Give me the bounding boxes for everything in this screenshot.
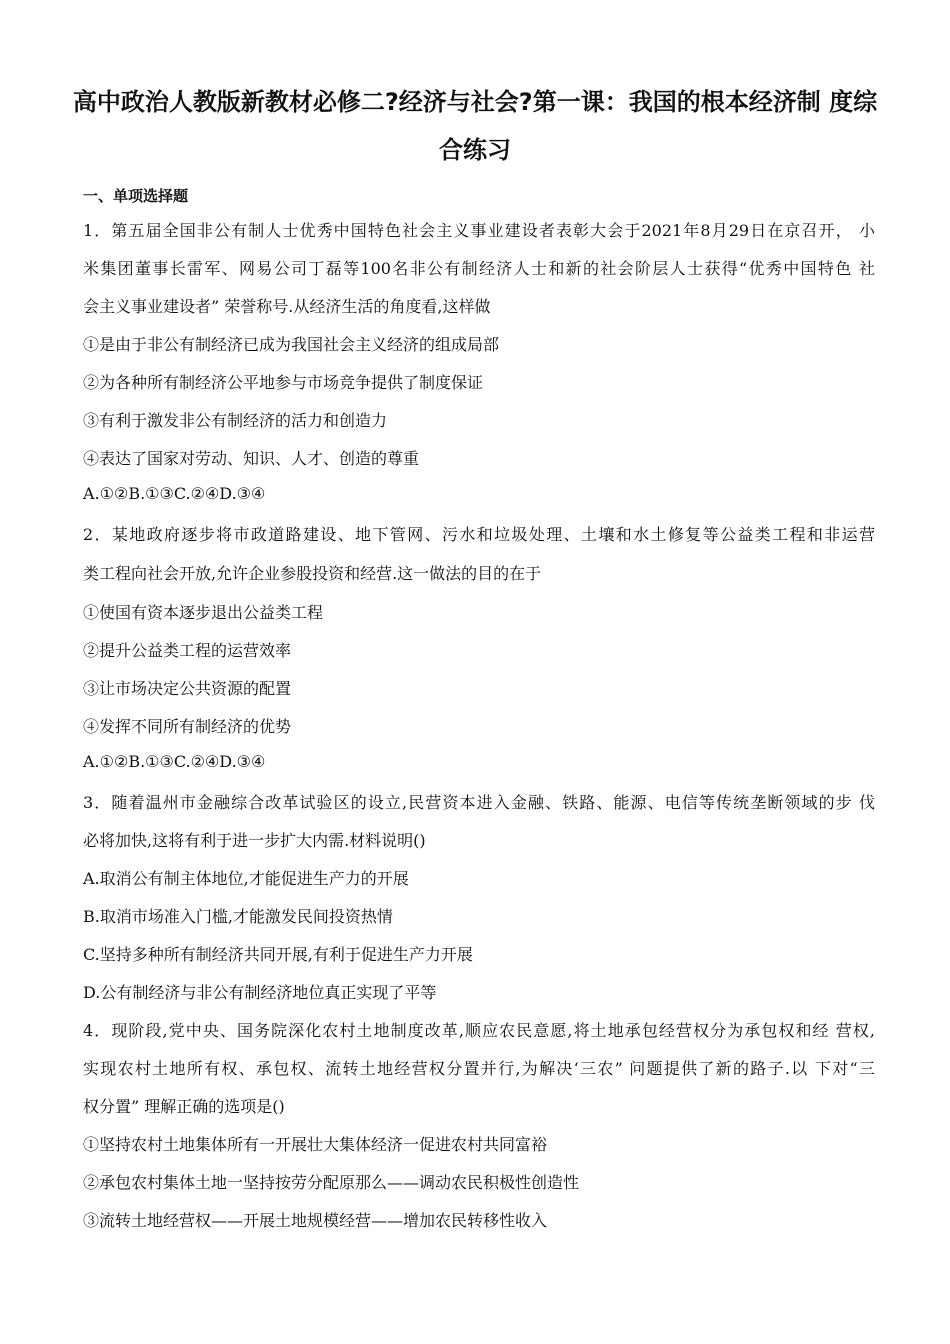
section-heading: 一、单项选择题 bbox=[83, 187, 189, 205]
question-2-item-3: ③让市场决定公共资源的配置 bbox=[83, 679, 292, 698]
question-3-option-c: C.坚持多种所有制经济共同开展,有利于促进生产力开展 bbox=[83, 945, 473, 964]
question-1-item-1: ①是由于非公有制经济已成为我国社会主义经济的组成局部 bbox=[83, 335, 500, 354]
question-4-stem-line-3: 权分置” 理解正确的选项是() bbox=[83, 1097, 285, 1116]
question-3-option-b: B.取消市场准入门槛,才能激发民间投资热情 bbox=[83, 907, 393, 926]
question-2-item-2: ②提升公益类工程的运营效率 bbox=[83, 641, 292, 660]
question-2-stem-line-1: 2．某地政府逐步将市政道路建设、地下管网、污水和垃圾处理、土壤和水土修复等公益类工程和非运营 bbox=[83, 525, 875, 544]
question-4-stem-line-2: 实现农村土地所有权、承包权、流转土地经营权分置并行,为解决‘三农” 问题提供了新的路子.以 下对“三 bbox=[83, 1059, 875, 1078]
question-1-stem-line-3: 会主义事业建设者” 荣誉称号.从经济生活的角度看,这样做 bbox=[83, 297, 491, 316]
document-title-line-2: 合练习 bbox=[439, 136, 511, 164]
question-2-item-1: ①使国有资本逐步退出公益类工程 bbox=[83, 603, 324, 622]
question-4-stem-line-1: 4．现阶段,党中央、国务院深化农村土地制度改革,顺应农民意愿,将土地承包经营权分为承包权和经 营权, bbox=[83, 1021, 875, 1040]
question-3-stem-line-2: 必将加快,这将有利于进一步扩大内需.材料说明() bbox=[83, 831, 426, 850]
question-1-stem-line-2: 米集团董事长雷军、网易公司丁磊等100名非公有制经济人士和新的社会阶层人士获得“优秀中国特色 社 bbox=[83, 259, 875, 278]
question-2-stem-line-2: 类工程向社会开放,允许企业参股投资和经营.这一做法的目的在于 bbox=[83, 564, 542, 583]
question-1-options: A.①②B.①③C.②④D.③④ bbox=[83, 484, 266, 503]
question-2-item-4: ④发挥不同所有制经济的优势 bbox=[83, 717, 292, 736]
question-3-stem-line-1: 3．随着温州市金融综合改革试验区的设立,民营资本进入金融、铁路、能源、电信等传统垄断领域的步 伐 bbox=[83, 793, 875, 812]
question-4-item-2: ②承包农村集体土地一坚持按劳分配原那么——调动农民积极性创造性 bbox=[83, 1173, 580, 1192]
question-3-option-a: A.取消公有制主体地位,才能促进生产力的开展 bbox=[83, 869, 409, 888]
question-2-options: A.①②B.①③C.②④D.③④ bbox=[83, 752, 266, 771]
question-1-stem-line-1: 1．第五届全国非公有制人士优秀中国特色社会主义事业建设者表彰大会于2021年8月29日在京召开， 小 bbox=[83, 221, 875, 240]
question-3-option-d: D.公有制经济与非公有制经济地位真正实现了平等 bbox=[83, 983, 437, 1002]
question-1-item-2: ②为各种所有制经济公平地参与市场竞争提供了制度保证 bbox=[83, 373, 484, 392]
document-title-line-1: 高中政治人教版新教材必修二?经济与社会?第一课：我国的根本经济制 度综 bbox=[72, 88, 878, 116]
question-4-item-1: ①坚持农村土地集体所有一开展壮大集体经济一促进农村共同富裕 bbox=[83, 1135, 548, 1154]
question-1-item-4: ④表达了国家对劳动、知识、人才、创造的尊重 bbox=[83, 449, 420, 468]
question-4-item-3: ③流转土地经营权——开展土地规模经营——增加农民转移性收入 bbox=[83, 1211, 548, 1230]
question-1-item-3: ③有利于激发非公有制经济的活力和创造力 bbox=[83, 411, 388, 430]
